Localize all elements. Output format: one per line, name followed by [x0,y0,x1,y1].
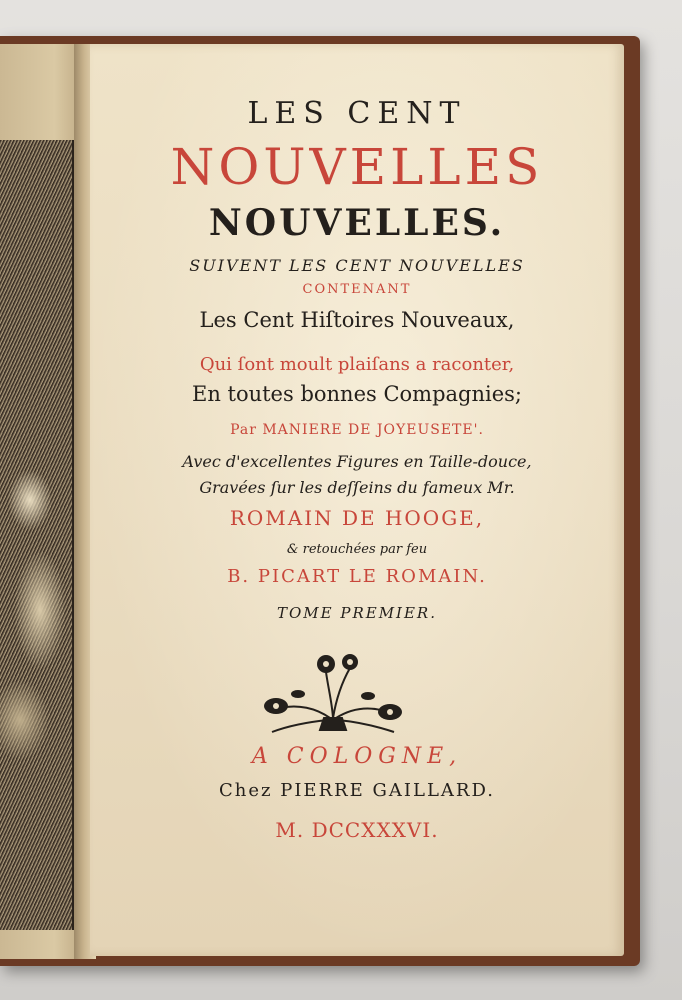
frontispiece-page [0,44,78,959]
subtitle-gravees: Gravées ſur les deſſeins du fameux Mr. [199,478,515,497]
imprint-place: A COLOGNE, [251,744,463,769]
subtitle-retouchees: & retouchées par feu [286,542,428,557]
artist-picart: B. PICART LE ROMAIN. [227,566,487,587]
title-line-les-cent: LES CENT [247,96,467,131]
imprint-publisher: Chez PIERRE GAILLARD. [218,780,495,801]
artist-romain-de-hooge: ROMAIN DE HOOGE, [229,506,485,530]
title-line-nouvelles-red: NOUVELLES [170,138,544,196]
subtitle-suivent: SUIVENT LES CENT NOUVELLES [189,256,525,275]
imprint-year: M. DCCXXXVI. [275,818,439,842]
subtitle-contenant: CONTENANT [302,282,412,297]
title-line-nouvelles-black: NOUVELLES. [208,202,506,244]
subtitle-plaisans: Qui ſont moult plaiſans a raconter, [199,354,515,375]
frontispiece-engraving [0,140,74,930]
title-page [90,44,624,956]
subtitle-histoires: Les Cent Hiſtoires Nouveaux, [199,308,515,332]
flower-vase-ornament-icon [258,642,408,737]
volume-label: TOME PREMIER. [276,604,437,622]
subtitle-figures: Avec d'excellentes Figures en Taille-douce, [182,452,532,471]
subtitle-joyeusete: Par MANIERE DE JOYEUSETE'. [230,422,484,438]
subtitle-compagnies: En toutes bonnes Compagnies; [191,382,523,406]
